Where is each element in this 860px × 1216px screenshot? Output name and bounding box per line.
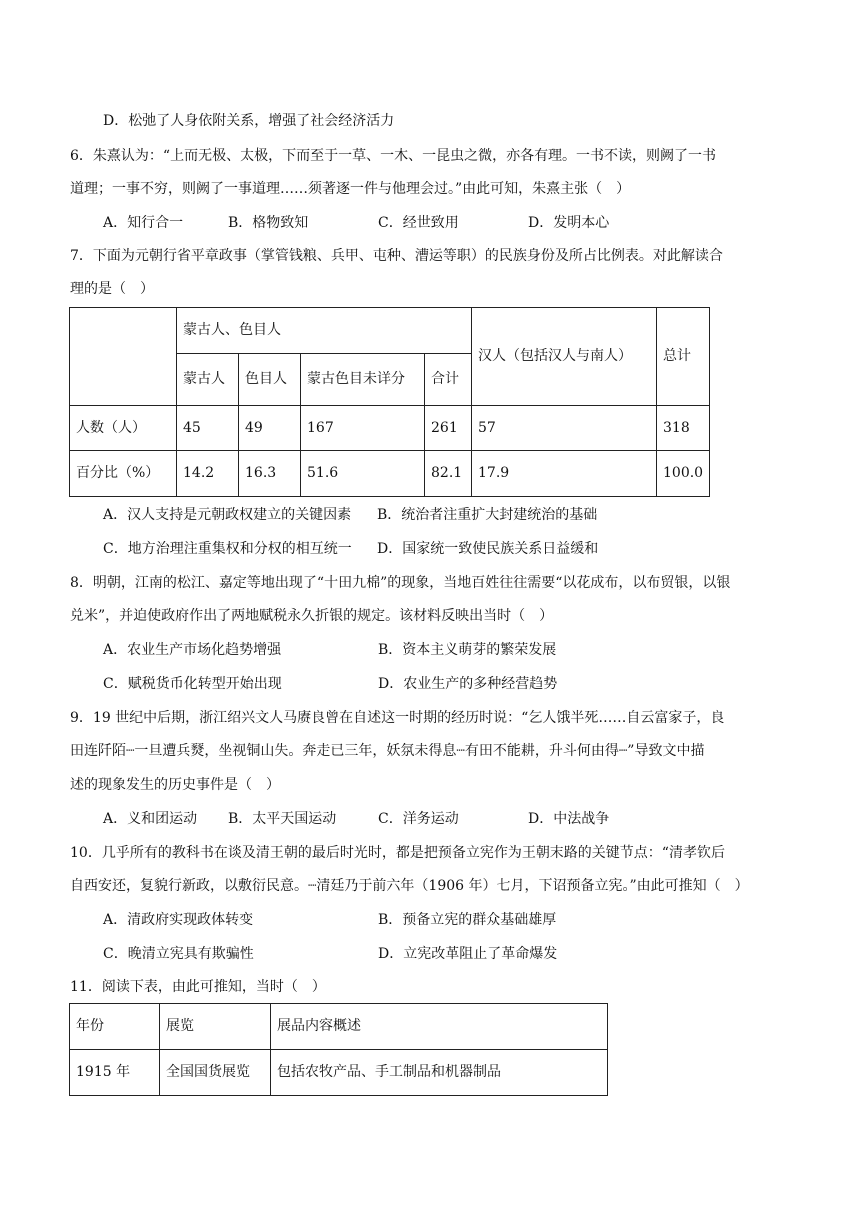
q7-option-a[interactable]: A．汉人支持是元朝政权建立的关键因素 (103, 507, 352, 523)
q9-option-d[interactable]: D．中法战争 (528, 811, 610, 827)
q10-option-c[interactable]: C．晚清立宪具有欺骗性 (103, 946, 254, 962)
q8-option-d[interactable]: D．农业生产的多种经营趋势 (378, 676, 558, 692)
q10-stem-line1: 10．几乎所有的教科书在谈及清王朝的最后时光时，都是把预备立宪作为王朝末路的关键节点：“清孝钦后 (70, 845, 725, 861)
table-row (70, 406, 710, 451)
q9-option-b[interactable]: B．太平天国运动 (228, 811, 337, 827)
q10-option-d[interactable]: D．立宪改革阻止了革命爆发 (378, 946, 558, 962)
row-label: 人数（人） (70, 406, 177, 451)
cell: 57 (472, 406, 657, 451)
q7-option-d[interactable]: D．国家统一致使民族关系日益缓和 (377, 541, 599, 557)
cell: 318 (657, 406, 710, 451)
cell: 82.1 (425, 451, 472, 497)
cell: 全国国货展览 (160, 1050, 271, 1096)
q9-stem-line3: 述的现象发生的历史事件是（ ） (70, 777, 280, 793)
q10-stem-line2: 自西安还，复貌行新政，以敷衍民意。┈清廷乃于前六年（1906 年）七月，下诏预备立宪。”由此可推知（ ） (70, 878, 749, 894)
cell: 261 (425, 406, 472, 451)
q10-option-b[interactable]: B．预备立宪的群众基础雄厚 (378, 912, 557, 928)
q6-option-d[interactable]: D．发明本心 (528, 215, 610, 231)
q9-option-a[interactable]: A．义和团运动 (103, 811, 198, 827)
q8-option-a[interactable]: A．农业生产市场化趋势增强 (103, 642, 282, 658)
table-row (70, 1050, 608, 1096)
q6-stem-line2: 道理；一事不穷，则阙了一事道理……须著逐一件与他理会过。”由此可知，朱熹主张（ ） (70, 181, 631, 197)
q7-stem-line1: 7．下面为元朝行省平章政事（掌管钱粮、兵甲、屯种、漕运等职）的民族身份及所占比例表。对此解读合 (70, 248, 723, 264)
sub-header-semu: 色目人 (239, 354, 301, 406)
row-label: 百分比（%） (70, 451, 177, 497)
cell: 14.2 (177, 451, 239, 497)
q9-stem-line2: 田连阡陌┈一旦遭兵燹，坐视铜山失。奔走已三年，妖氛未得息┈有田不能耕，升斗何由得┈”导致文中描 (70, 743, 705, 759)
q5-option-d[interactable]: D．松弛了人身依附关系，增强了社会经济活力 (103, 113, 395, 129)
q6-stem-line1: 6．朱熹认为：“上而无极、太极，下而至于一草、一木、一昆虫之微，亦各有理。一书不读，则阙了一书 (70, 148, 717, 164)
group-header: 蒙古人、色目人 (177, 308, 472, 354)
q6-option-b[interactable]: B．格物致知 (228, 215, 309, 231)
table-header-row (70, 1004, 608, 1050)
cell: 51.6 (301, 451, 425, 497)
cell: 49 (239, 406, 301, 451)
header-year: 年份 (70, 1004, 160, 1050)
table-corner-cell (70, 308, 177, 406)
sub-header-mongol: 蒙古人 (177, 354, 239, 406)
sub-header-unspecified: 蒙古色目未详分 (301, 354, 425, 406)
q10-option-a[interactable]: A．清政府实现政体转变 (103, 912, 254, 928)
cell: 16.3 (239, 451, 301, 497)
q11-stem: 11．阅读下表，由此可推知，当时（ ） (70, 979, 326, 995)
total-header: 总计 (657, 308, 710, 406)
q9-option-c[interactable]: C．洋务运动 (378, 811, 459, 827)
cell: 100.0 (657, 451, 710, 497)
q8-option-c[interactable]: C．赋税货币化转型开始出现 (103, 676, 282, 692)
q7-table (69, 307, 710, 497)
q6-option-a[interactable]: A．知行合一 (103, 215, 184, 231)
sub-header-subtotal: 合计 (425, 354, 472, 406)
q9-stem-line1: 9．19 世纪中后期，浙江绍兴文人马赓良曾在自述这一时期的经历时说：“乞人饿半死……自云富家子，良 (70, 710, 725, 726)
cell: 包括农牧产品、手工制品和机器制品 (271, 1050, 608, 1096)
q8-stem-line1: 8．明朝，江南的松江、嘉定等地出现了“十田九棉”的现象，当地百姓往往需要“以花成布，以布贸银，以银 (70, 575, 731, 591)
cell: 1915 年 (70, 1050, 160, 1096)
q11-table (69, 1003, 608, 1096)
table-row (70, 451, 710, 497)
q7-option-b[interactable]: B．统治者注重扩大封建统治的基础 (377, 507, 598, 523)
cell: 45 (177, 406, 239, 451)
q6-option-c[interactable]: C．经世致用 (378, 215, 459, 231)
q7-stem-line2: 理的是（ ） (70, 281, 154, 297)
cell: 167 (301, 406, 425, 451)
cell: 17.9 (472, 451, 657, 497)
header-content: 展品内容概述 (271, 1004, 608, 1050)
q8-option-b[interactable]: B．资本主义萌芽的繁荣发展 (378, 642, 557, 658)
han-header: 汉人（包括汉人与南人） (472, 308, 657, 406)
q7-option-c[interactable]: C．地方治理注重集权和分权的相互统一 (103, 541, 352, 557)
q8-stem-line2: 兑米”，并迫使政府作出了两地赋税永久折银的规定。该材料反映出当时（ ） (70, 608, 554, 624)
header-exhibition: 展览 (160, 1004, 271, 1050)
